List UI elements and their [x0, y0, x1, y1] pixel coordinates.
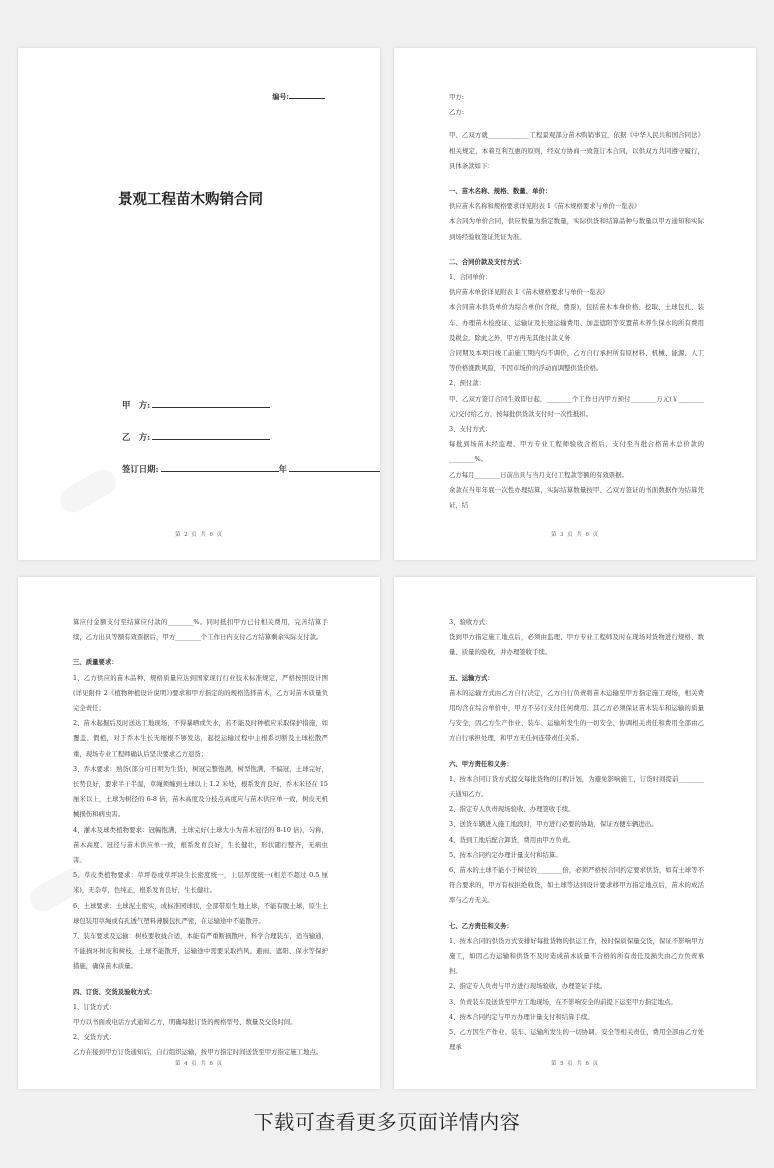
paragraph: 4、灌木及球类植物要求：冠幅饱满，土球完好(土球大小为苗木冠径的 8-10 倍)，匀称，苗木高度、冠径与苗木供应单一致，根系发育良好，生长健壮，形状随行整齐，无病虫害。	[73, 825, 328, 865]
contract-page-3	[18, 577, 380, 1089]
paragraph: 2、指定专人负责现场验收、办理签收手续。	[449, 805, 575, 814]
party-a-field: 甲 方:	[122, 399, 270, 411]
section-heading: 六、甲方责任和义务：	[449, 759, 513, 768]
paragraph: 甲方以书面或电话方式通知乙方，明确每批订货的规格型号、数量及交货时间。	[73, 1018, 297, 1027]
page-footer: 第 5 页 共 6 页	[551, 1061, 599, 1067]
paragraph: 3、乔木要求：熟货(部分可日明为生货)，树冠完整饱满，树型饱满，不偏冠，土球完好，长势良好，要求半干半湿，草绳须缠到土球以上 1.2 米处，根系发育良好，乔木米径在 15 厘米以上，土球为树径的 6-8 倍，苗木高度及分枝点高度应与苗木供应单一致，树皮无机械损伤和病虫害。	[73, 764, 328, 819]
page-footer: 第 3 页 共 6 页	[551, 532, 599, 538]
paragraph: 1、合同单价：	[449, 273, 492, 282]
paragraph: 5、草皮类植物要求：草坪卷或草坪块生长密度统一，上层厚度统一(相差不超过 0.5 厘米)，无杂草，色纯正，根系发育良好，生长健壮。	[73, 871, 328, 895]
paragraph: 甲、乙双方签订合同生效即日起，________个工作日内甲方预付________万元(￥________元)交付给乙方，按每批供货款支付时一次性抵扣。	[449, 394, 704, 418]
paragraph: 算应付金额支付至结算应付款的________%。同时抵扣甲方已付相关费用，完善结算手续，乙方出具等额有效票据后，甲方________个工作日内支付乙方结算剩余实际支付款。	[73, 618, 328, 642]
paragraph: 供应苗木名称和规格要求详见附表 1《苗木规格要求与单价一览表》	[449, 202, 641, 211]
page-body	[449, 615, 704, 1055]
section-heading: 五、运输方式：	[449, 673, 494, 682]
party-b-field: 乙 方:	[122, 431, 270, 443]
paragraph: 4、货到工地后配合卸货，费用由甲方负责。	[449, 835, 575, 844]
watermark-mark	[56, 465, 121, 518]
paragraph: 2、预付款：	[449, 379, 486, 388]
paragraph: 5、乙方因生产作业、装车、运输所发生的一切协调、安全等相关责任、费用全部由乙方处理承	[449, 1028, 704, 1052]
sign-date-field: 签订日期: 年	[122, 463, 380, 475]
paragraph: 乙方在接到甲方订货通知后，自行组织运输，按甲方指定时间送货至甲方指定施工地点。	[73, 1048, 323, 1057]
paragraph: 1、按本合同订货方式提交每批货物的订购计划，为避免影响施工，订货时间提前________天通知乙方。	[449, 774, 704, 799]
paragraph: 甲方:	[449, 93, 464, 101]
paragraph: 乙方每月________日前出具与当月支付工程款等额的有效票据。	[449, 470, 628, 479]
section-heading: 三、质量要求：	[73, 658, 118, 667]
paragraph: 2、苗木起掘后及时送达工地现场，不得暴晒或失水，若不能及时种植应采取保护措施，如覆盖、假植，对于乔木生长无细根不够发达，起挖运输过程中主根系切断及土球松散严重，现场专业工程师确认后坚决要求乙方退货；	[73, 719, 328, 758]
section-heading: 一、苗木名称、规格、数量、单价：	[449, 187, 552, 196]
page-body	[449, 90, 704, 513]
page-footer: 第 4 页 共 6 页	[175, 1061, 223, 1067]
paragraph: 5、按本合同约定办理计量支付和结算。	[449, 850, 562, 859]
paragraph: 苗木的运输方式由乙方自行决定，乙方自行负责将苗木运输至甲方指定施工现场，相关费用均含在综合单价中，甲方不另行支付任何费用；其乙方必须保证苗木装车和运输的质量与安全，因乙方生产作业、装车、运输所发生的一切安全、协调相关责任和费用全部由乙方自行承担处理，和甲方无任何连带责任关系。	[449, 688, 704, 743]
paragraph: 余款在当年年底一次性办理结算，实际结算数量按甲、乙双方签证的书面数据作为结算凭证，结	[449, 485, 704, 510]
paragraph: 合同期及本项目竣工前施工期内均不调价，乙方自行承担所有原材料、机械、能源、人工等价格涨跌风险，不因市场价的浮动而调整供货价格。	[449, 349, 704, 373]
contract-page-2	[394, 48, 756, 560]
paragraph: 1、按本合同的供货方式安排好每批货物的供运工作，按时保质保量交货，保证不影响甲方施工，如因乙方运输和供货不及时造成苗木质量不合格的所有责任及损失由乙方负责承担。	[449, 936, 704, 976]
contract-title: 景观工程苗木购销合同	[118, 192, 263, 208]
page-body	[73, 615, 328, 1061]
download-caption: 下载可查看更多页面详情内容	[253, 1110, 521, 1134]
paragraph: 货到甲方指定施工地点后，必须由监理、甲方专业工程师及时在现场对货物进行规格、数量、质量的验收，并办理签收手续。	[449, 633, 704, 657]
paragraph: 3、支付方式：	[449, 425, 492, 434]
paragraph: 本合同苗木供货单价为综合单价(含税，费票)，包括苗木本身价格、挖取、土球包扎、装车、办理苗木检疫证、运输证及长途运输费用、加盖遮阳等安置苗木养生保水的所有费用及税金。除此之外，甲方再无其他付款义务	[449, 303, 704, 342]
contract-page-cover	[18, 48, 380, 560]
paragraph: 6、苗木的土球不能小于树径的________倍，必须严格按合同约定要求供货，如有土球等不符合要求的，甲方有权拒绝收货，如土球等达到设计要求移甲方指定地点后，苗木的成活率与乙方无关。	[449, 866, 704, 905]
section-heading: 四、订货、交货及验收方式：	[73, 987, 157, 996]
paragraph: 2、指定专人负责与甲方进行现场验收，办理签证手续。	[449, 982, 607, 991]
paragraph: 4、按本合同约定与甲方办理计量支付和结算手续。	[449, 1012, 594, 1021]
paragraph: 乙方:	[449, 108, 464, 117]
paragraph: 供应苗木单价详见附表 1《苗木规格要求与单价一览表》	[449, 288, 609, 297]
section-heading: 二、合同价款及支付方式：	[449, 257, 526, 266]
paragraph: 6、土球要求：土球泥土密实，成标准园球状，全部带原生地土球，不能有脱土球，原生土球包装用草绳或有孔透气塑料薄膜包扎严密，在运输途中不能散开。	[73, 901, 328, 925]
paragraph: 1、订货方式：	[73, 1002, 116, 1011]
paragraph: 3、负责装车及送货至甲方工地现场，在不影响安全的前提下运至甲方指定地点。	[449, 997, 677, 1006]
paragraph: 3、送货车辆进入施工地段时，甲方进行必要的协助，保证方便车辆进出。	[449, 820, 658, 829]
party-a-blank	[152, 399, 270, 408]
contract-page-4	[394, 577, 756, 1089]
paragraph: 甲、乙双方就_____________工程景观部分苗木购销事宜，依据《中华人民共和国合同法》相关规定，本着互利互惠的原则，经双方协商一致签订本合同，以供双方共同遵守履行，具体条款如下：	[449, 131, 704, 170]
page-footer: 第 2 页 共 6 页	[175, 532, 223, 538]
number-blank	[289, 98, 325, 99]
paragraph: 7、装车要求及运输：树枝要收拢合适，本能有严重断损散叶，科学合理装车，适当输通，不能损坏树皮和树枝，土球不能散开，运输途中需要采取挡风、避雨、遮阳、保水等保护措施，确保苗木质量。	[73, 932, 328, 971]
paragraph: 本合同为单价合同，供应数量为指定数量，实际供货和结算品种与数量以甲方通知和实际到场经验收签证凭证为准。	[449, 217, 704, 241]
party-b-blank	[152, 431, 270, 440]
paragraph: 每批到场苗木经监理、甲方专业工程师验收合格后，支付至当批合格苗木总价款的________%。	[449, 440, 704, 464]
paragraph: 3、验收方式：	[449, 618, 492, 626]
section-heading: 七、乙方责任和义务：	[449, 921, 513, 930]
paragraph: 1、乙方供应的苗木品种、规格质量应达到国家现行行业技术标准规定，严格按照设计图(详见附件 2《植物种植设计说明》)要求和甲方指定的的规格选择苗木，乙方对苗木质量负完全责任；	[73, 673, 328, 713]
contract-number: 编号:	[272, 92, 325, 102]
paragraph: 2、交货方式：	[73, 1033, 116, 1042]
